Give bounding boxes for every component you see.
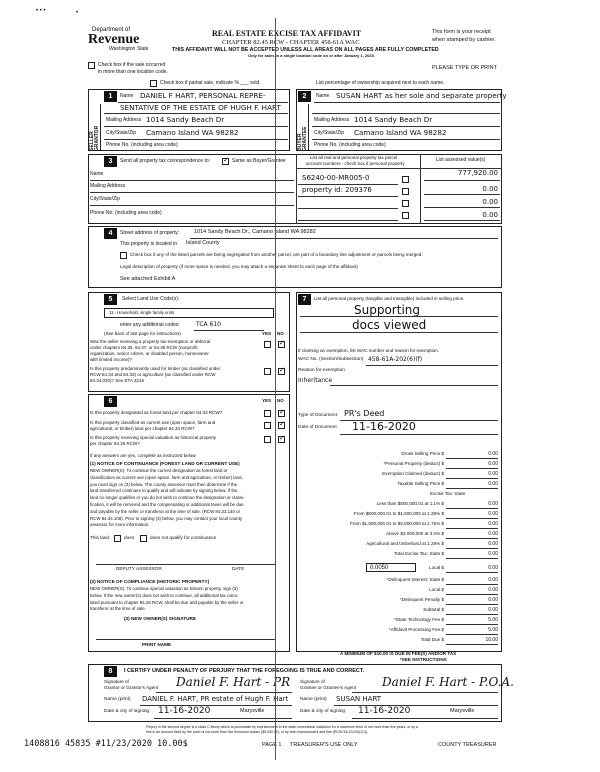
wac-field[interactable]: 458-61A-202(6)(f) [368,356,423,363]
tax-row-value[interactable]: 0.00 [488,461,498,467]
s6-q1: Is this property designated as forest land per chapter 84.33 RCW? [90,410,223,415]
grantee-date-field[interactable]: 11-16-2020 [358,706,411,716]
notice1-line: NEW OWNER(S): To continue the current designation as forest land or [90,468,228,473]
seller-city-field[interactable]: Camano Island WA 98282 [146,128,239,137]
dept-line1: Department of [92,27,131,33]
tax-row-label: Gross Selling Price $ [401,451,444,456]
street-field[interactable]: 1014 Sandy Beach Dr., Camano Island WA 98282 [194,229,316,235]
notice1-line: assessor for more information. [90,522,150,528]
grantor-city-field[interactable]: Marysville [240,708,265,714]
s3-city-label: City/State/Zip [90,196,121,202]
s6-q2-yes-checkbox[interactable] [264,422,271,429]
notice2-title: (2) NOTICE OF COMPLIANCE (HISTORIC PROPERTY) [90,579,210,584]
section-number-8: 8 [104,666,117,677]
land-use-note: (See back of last page for instructions) [104,331,181,336]
deputy-date-label: DATE [232,566,245,571]
seller-side [88,104,101,151]
parcel-number-2[interactable]: property id: 209376 [302,186,372,194]
s5-q1: Was the seller receiving a property tax exemption or deferral [90,339,211,344]
tax-row-label: *Personal Property (deduct) $ [383,461,444,466]
seller-mailing-field[interactable]: 1014 Sandy Beach Dr [146,115,225,124]
tax-row-value[interactable]: 5.00 [488,627,498,633]
new-owner-signature-label: (3) NEW OWNER(S) SIGNATURE [124,616,197,621]
form-warning: THIS AFFIDAVIT WILL NOT BE ACCEPTED UNLESS ALL AREAS ON ALL PAGES ARE FULLY COMPLETED [172,47,439,53]
s6-q2-2: agricultural, or timber) land per chapter 84.34 RCW? [90,426,195,431]
s6-no-header: NO [277,398,284,403]
assessed-value-2[interactable]: 0.00 [482,185,498,193]
segregated-checkbox[interactable] [120,252,127,259]
s5-q2-3: 84.34.020)? See ETA 3215 [90,378,144,383]
form-title: REAL ESTATE EXCISE TAX AFFIDAVIT [212,29,362,38]
assessed-header: List assessed value(s) [436,157,486,163]
grantor-sig-label-2: Grantor or Grantor's Agent [104,685,158,690]
send-correspondence-label: Send all property tax correspondence to: [120,158,211,164]
same-as-buyer-label: Same as Buyer/Grantee [232,158,286,164]
located-label: This property is located in [120,241,177,247]
dept-line3: Washington State [109,46,149,52]
s6-q2-no-checkbox[interactable] [278,422,285,429]
tax-row-label: From $1,500,000.01 to $3,000,000 at 2.75% $ [350,521,444,526]
parcel-header-2: account numbers - check box if personal property [306,161,405,166]
tax-row-value[interactable]: 0.00 [488,531,498,537]
personal-property-label: List all personal property (tangible and intangible) included in selling price. [314,296,465,301]
type-or-print: PLEASE TYPE OR PRINT [432,65,498,71]
s5-q2: Is this property predominantly used for timber (as classified under [90,366,221,371]
multi-location-label2: in more than one location code. [98,69,168,75]
form-subnote: Only for sales in a single location code on or after January 1, 2020. [248,53,375,58]
does-not-qualify-checkbox[interactable] [140,535,147,542]
legal-desc-label: Legal description of property (if more space is needed, you may attach a separate sheet to each page of the affidavit) [120,264,358,269]
section-number-4: 4 [104,228,117,239]
notice2-line: NEW OWNER(S): To continue special valuation as historic property, sign (3) [90,586,238,591]
assessed-value-4[interactable]: 0.00 [482,211,498,219]
s6-yes-header: YES [262,398,272,403]
buyer-side-label: BUYER GRANTEE [297,126,308,151]
tax-row-label: Above $3,000,000 at 3.0% $ [386,531,444,536]
does-qualify-checkbox[interactable] [114,535,121,542]
s5-q2-no-checkbox[interactable] [278,368,285,375]
tax-row-label: *Affidavit Processing Fee $ [388,627,444,632]
print-name-label: PRINT NAME [142,642,172,647]
multi-location-label: Check box if the sale occurred [98,62,166,68]
local-label: Local $ [429,565,444,570]
tax-row-label: *Delinquent Interest: State $ [386,577,444,582]
excise-header: Excise Tax: State [430,491,466,496]
s6-q3: Is this property receiving special valuation as historical property [90,435,217,440]
tax-row-label: Subtotal $ [423,607,444,612]
additional-codes-field[interactable]: TCA 610 [196,321,221,328]
this-land-label: This land [90,535,110,540]
assessed-value-3[interactable]: 0.00 [482,198,498,206]
tax-row-value[interactable]: 0.00 [488,577,498,583]
tax-row-label: Less than $500,000.01 at 1.1% $ [376,501,444,506]
s6-if-yes: If any answers are yes, complete as instructed below. [90,453,197,458]
local-rate-box[interactable] [366,563,416,572]
seller-phone-label: Phone No. (including area code) [106,142,178,148]
seller-name-field-2[interactable]: SENTATIVE OF THE ESTATE OF HUGH F. HART [120,103,281,112]
notice1-line: you must sign on (3) below. The county assessor must then determine if the [90,481,238,487]
assessed-value-1[interactable]: 777,920.00 [457,169,498,177]
seller-mailing-label: Mailing Address [106,117,142,123]
reason-label: Reason for exemption [298,368,345,373]
notice1-line: classification as current use (open space, farm and agriculture, or timber) land, [90,474,243,480]
section-number-7: 7 [298,294,311,305]
same-as-buyer-checkbox[interactable] [222,158,229,165]
buyer-mailing-field[interactable]: 1014 Sandy Beach Dr [354,115,433,124]
buyer-city-field[interactable]: Camano Island WA 98282 [354,128,447,137]
s6-q3-2: per chapter 84.26 RCW? [90,441,140,446]
s5-yes-header: YES [262,331,272,336]
local-rate-value: 0.0050 [370,565,389,571]
land-use-value: 11 - Household, single family units [109,310,175,315]
grantee-sig-label: Signature of [300,679,325,684]
s5-q1-3: organization, senior citizen, or disabled person, homeowner [90,351,209,356]
grantor-date-field[interactable]: 11-16-2020 [158,706,211,716]
grantor-name-field[interactable]: DANIEL F. HART, PR estate of Hugh F. Hart [142,695,289,703]
s5-q2-yes-checkbox[interactable] [264,368,271,375]
notice1-line: fication, it will be removed and the compensating or additional taxes will be due [90,502,244,507]
s3-name-label: Name [90,171,104,177]
s6-q3-yes-checkbox[interactable] [264,436,271,443]
tax-row-label: Agricultural and timberland at 1.28% $ [366,541,444,546]
buyer-phone-label: Phone No. (including area code) [314,142,386,148]
partial-sale-checkbox[interactable] [150,80,157,87]
buyer-mailing-label: Mailing Address [314,117,350,123]
tax-row-value[interactable]: 0.00 [488,607,498,613]
parcel-header: List all real and personal property tax parcel [310,155,398,160]
page-mark: • • • [36,8,46,14]
minimum-note: A MINIMUM OF $10.00 IS DUE IN FEE(S) AND/OR TAX [340,651,457,656]
notice1-line: RCW 84.34.108). Prior to signing (3) below, you may contact your local county [90,515,243,521]
land-use-label: Select Land Use Code(s): [122,296,180,302]
grantee-name-label: Name (print) [300,697,327,702]
land-use-select[interactable] [104,308,274,318]
receipt-note2: when stamped by cashier. [432,37,496,43]
personal-property-checkbox-4[interactable] [402,212,409,219]
s6-q3-no-checkbox[interactable] [278,436,285,443]
section-number-3: 3 [104,156,117,167]
grantee-sig-label-2: Grantee or Grantee's Agent [300,685,357,690]
grantor-signature[interactable]: Daniel F. Hart - PR [176,675,291,689]
partial-sale-label: Check box if partial sale, indicate % ___ sold. [160,80,261,86]
supporting-docs-note-2[interactable]: docs viewed [352,318,427,332]
notice1-title: (1) NOTICE OF CONTINUANCE (FOREST LAND OR CURRENT USE) [90,461,240,466]
ownership-pct-label: List percentage of ownership acquired next to each name. [316,80,445,86]
grantor-date-label: Date & city of signing [104,709,150,714]
s3-mailing-label: Mailing Address [90,183,126,189]
grantor-name-label: Name (print) [104,697,131,702]
receipt-stamp: 1408816 45835 #11/23/2020 10.00$ [24,739,188,749]
scan-artifact-line [275,18,276,760]
s5-q2-2: RCW 84.34 and 84.33) or agriculture (as classified under RCW [90,372,216,377]
notice1-line: and payable by the seller or transferor at the time of sale. (RCW 84.33.140 or [90,508,241,514]
grantee-signature[interactable]: Daniel F. Hart - P.O.A. [382,675,514,689]
notice2-line: lated pursuant to chapter 84.26 RCW, shall be due and payable by the seller or [90,599,244,605]
seller-name-field[interactable]: DANIEL F HART, PERSONAL REPRE- [140,91,266,100]
tax-row-value[interactable]: 0.00 [488,587,498,593]
county-field[interactable]: Island County [186,240,220,246]
notice1-line: land no longer qualifies or you do not wish to continue the designation or classi- [90,495,245,501]
county-treasurer-label: COUNTY TREASURER [438,742,497,748]
tax-row-value[interactable]: 0.00 [488,541,498,547]
see-instructions: *SEE INSTRUCTIONS [400,657,447,662]
treasurer-use-label: TREASURER'S USE ONLY [290,742,358,748]
exemption-label: If claiming an exemption, list WAC number and reason for exemption. [298,348,440,353]
tax-row-value[interactable]: 0.00 [488,551,498,557]
personal-property-checkbox-3[interactable] [402,200,409,207]
certify-statement: I CERTIFY UNDER PENALTY OF PERJURY THAT THE FOREGOING IS TRUE AND CORRECT. [124,668,365,674]
section-number-2: 2 [298,91,311,102]
tax-row-value[interactable]: 10.00 [485,637,498,643]
doc-type-field[interactable]: PR's Deed [344,409,385,418]
grantee-city-field[interactable]: Marysville [450,708,475,714]
seller-name-label: Name [120,93,134,99]
tax-row-label: Total Excise Tax: State $ [394,551,444,556]
tax-row-value[interactable]: 0.00 [488,471,498,477]
s5-q1-no-checkbox[interactable] [278,341,285,348]
buyer-name-label: Name [316,93,330,99]
additional-codes-label: enter any additional codes: [120,322,180,328]
tax-row-value[interactable]: 0.00 [488,521,498,527]
s5-q1-2: under chapters 84.36, 84.37, or 84.38 RCW (nonprofit [90,345,198,350]
tax-row-value[interactable]: 0.00 [488,451,498,457]
does-not-label: does not qualify for continuance [150,535,217,540]
supporting-docs-note[interactable]: Supporting [354,303,420,317]
tax-row-label: Local $ [429,587,444,592]
grantor-sig-label: Signature of [104,679,129,684]
seller-city-label: City/State/Zip [106,130,137,136]
doc-date-field[interactable]: 11-16-2020 [352,420,416,433]
dept-logo: Revenue [88,32,140,47]
tax-row-label: From $500,000.01 to $1,500,000 at 1.28% $ [353,511,444,516]
page-mark: • [76,10,79,16]
buyer-side [296,104,309,151]
tax-row-value[interactable]: 0.00 [488,597,498,603]
section-number-1: 1 [104,91,117,102]
reason-field[interactable]: Inheritance [298,377,333,384]
notice1-line: land transferred continues to qualify and will indicate by signing below. If the [90,488,238,494]
tax-row-value[interactable]: 0.00 [488,481,498,487]
segregated-label: Check box if any of the listed parcels are being segregated from another parcel, are part of a boundary line adjustment or parcels being merged. [130,252,423,257]
multi-location-checkbox[interactable] [88,62,95,69]
perjury-note-2: fine in an amount fixed by the court of not more than five thousand dollars ($5,000.00), or by both imprisonment and fine (RCW 9A.20.020(1C)). [146,730,369,734]
s5-q1-4: with limited income)? [90,357,133,362]
notice2-line: transferor at the time of sale. [90,606,146,612]
s5-q1-yes-checkbox[interactable] [264,341,271,348]
doc-date-label: Date of Document [298,425,337,430]
parcel-number-1[interactable]: S6240-00-MR005-0 [302,174,370,182]
buyer-city-label: City/State/Zip [314,130,345,136]
doc-type-label: Type of Document [298,413,337,418]
buyer-name-field[interactable]: SUSAN HART as her sole and separate property [336,91,507,100]
s6-q2: Is this property classified as current use (open space, farm and [90,420,216,425]
form-chapter: CHAPTER 82.45 RCW - CHAPTER 458-61A WAC [222,39,360,46]
tax-row-value[interactable]: 0.00 [488,501,498,507]
tax-row-label: *Delinquent Penalty $ [399,597,444,602]
tax-row-label: Total Due $ [420,637,444,642]
wac-label: WAC No. (Section/Subsection) [298,357,364,362]
s3-phone-label: Phone No. (including area code) [90,210,162,216]
s6-q1-yes-checkbox[interactable] [264,410,271,417]
receipt-note: This form is your receipt [432,29,491,35]
s6-q1-no-checkbox[interactable] [278,410,285,417]
grantee-date-label: Date & city of signing [300,709,346,714]
local-value[interactable]: 0.00 [488,565,498,571]
personal-property-checkbox-1[interactable] [402,176,409,183]
page-number: PAGE 1 [262,742,282,748]
section-number-6: 6 [104,396,117,407]
s5-no-header: NO [277,331,284,336]
tax-row-value[interactable]: 0.00 [488,511,498,517]
perjury-note: Perjury in the second degree is a class C felony which is punishable by imprisonment in the state correctional institution for a maximum term of not more than five years, or by a [146,725,418,729]
personal-property-checkbox-2[interactable] [402,188,409,195]
tax-row-label: *State Technology Fee $ [394,617,444,622]
deputy-assessor-label: DEPUTY ASSESSOR [116,566,162,571]
legal-desc-field[interactable]: See attached Exhibit A [120,276,176,282]
tax-row-value[interactable]: 5.00 [488,617,498,623]
does-label: does [124,535,135,540]
notice2-line: below. If the new owner(s) does not wish to continue, all additional tax calcu- [90,592,239,598]
tax-row-label: Exemption Claimed (deduct) $ [382,471,444,476]
tax-row-label: Taxable Selling Price $ [397,481,444,486]
section-number-5: 5 [104,294,117,305]
street-label: Street address of property: [120,230,180,236]
grantee-name-field[interactable]: SUSAN HART [336,695,382,703]
seller-side-label: SELLER GRANTOR [89,125,100,151]
